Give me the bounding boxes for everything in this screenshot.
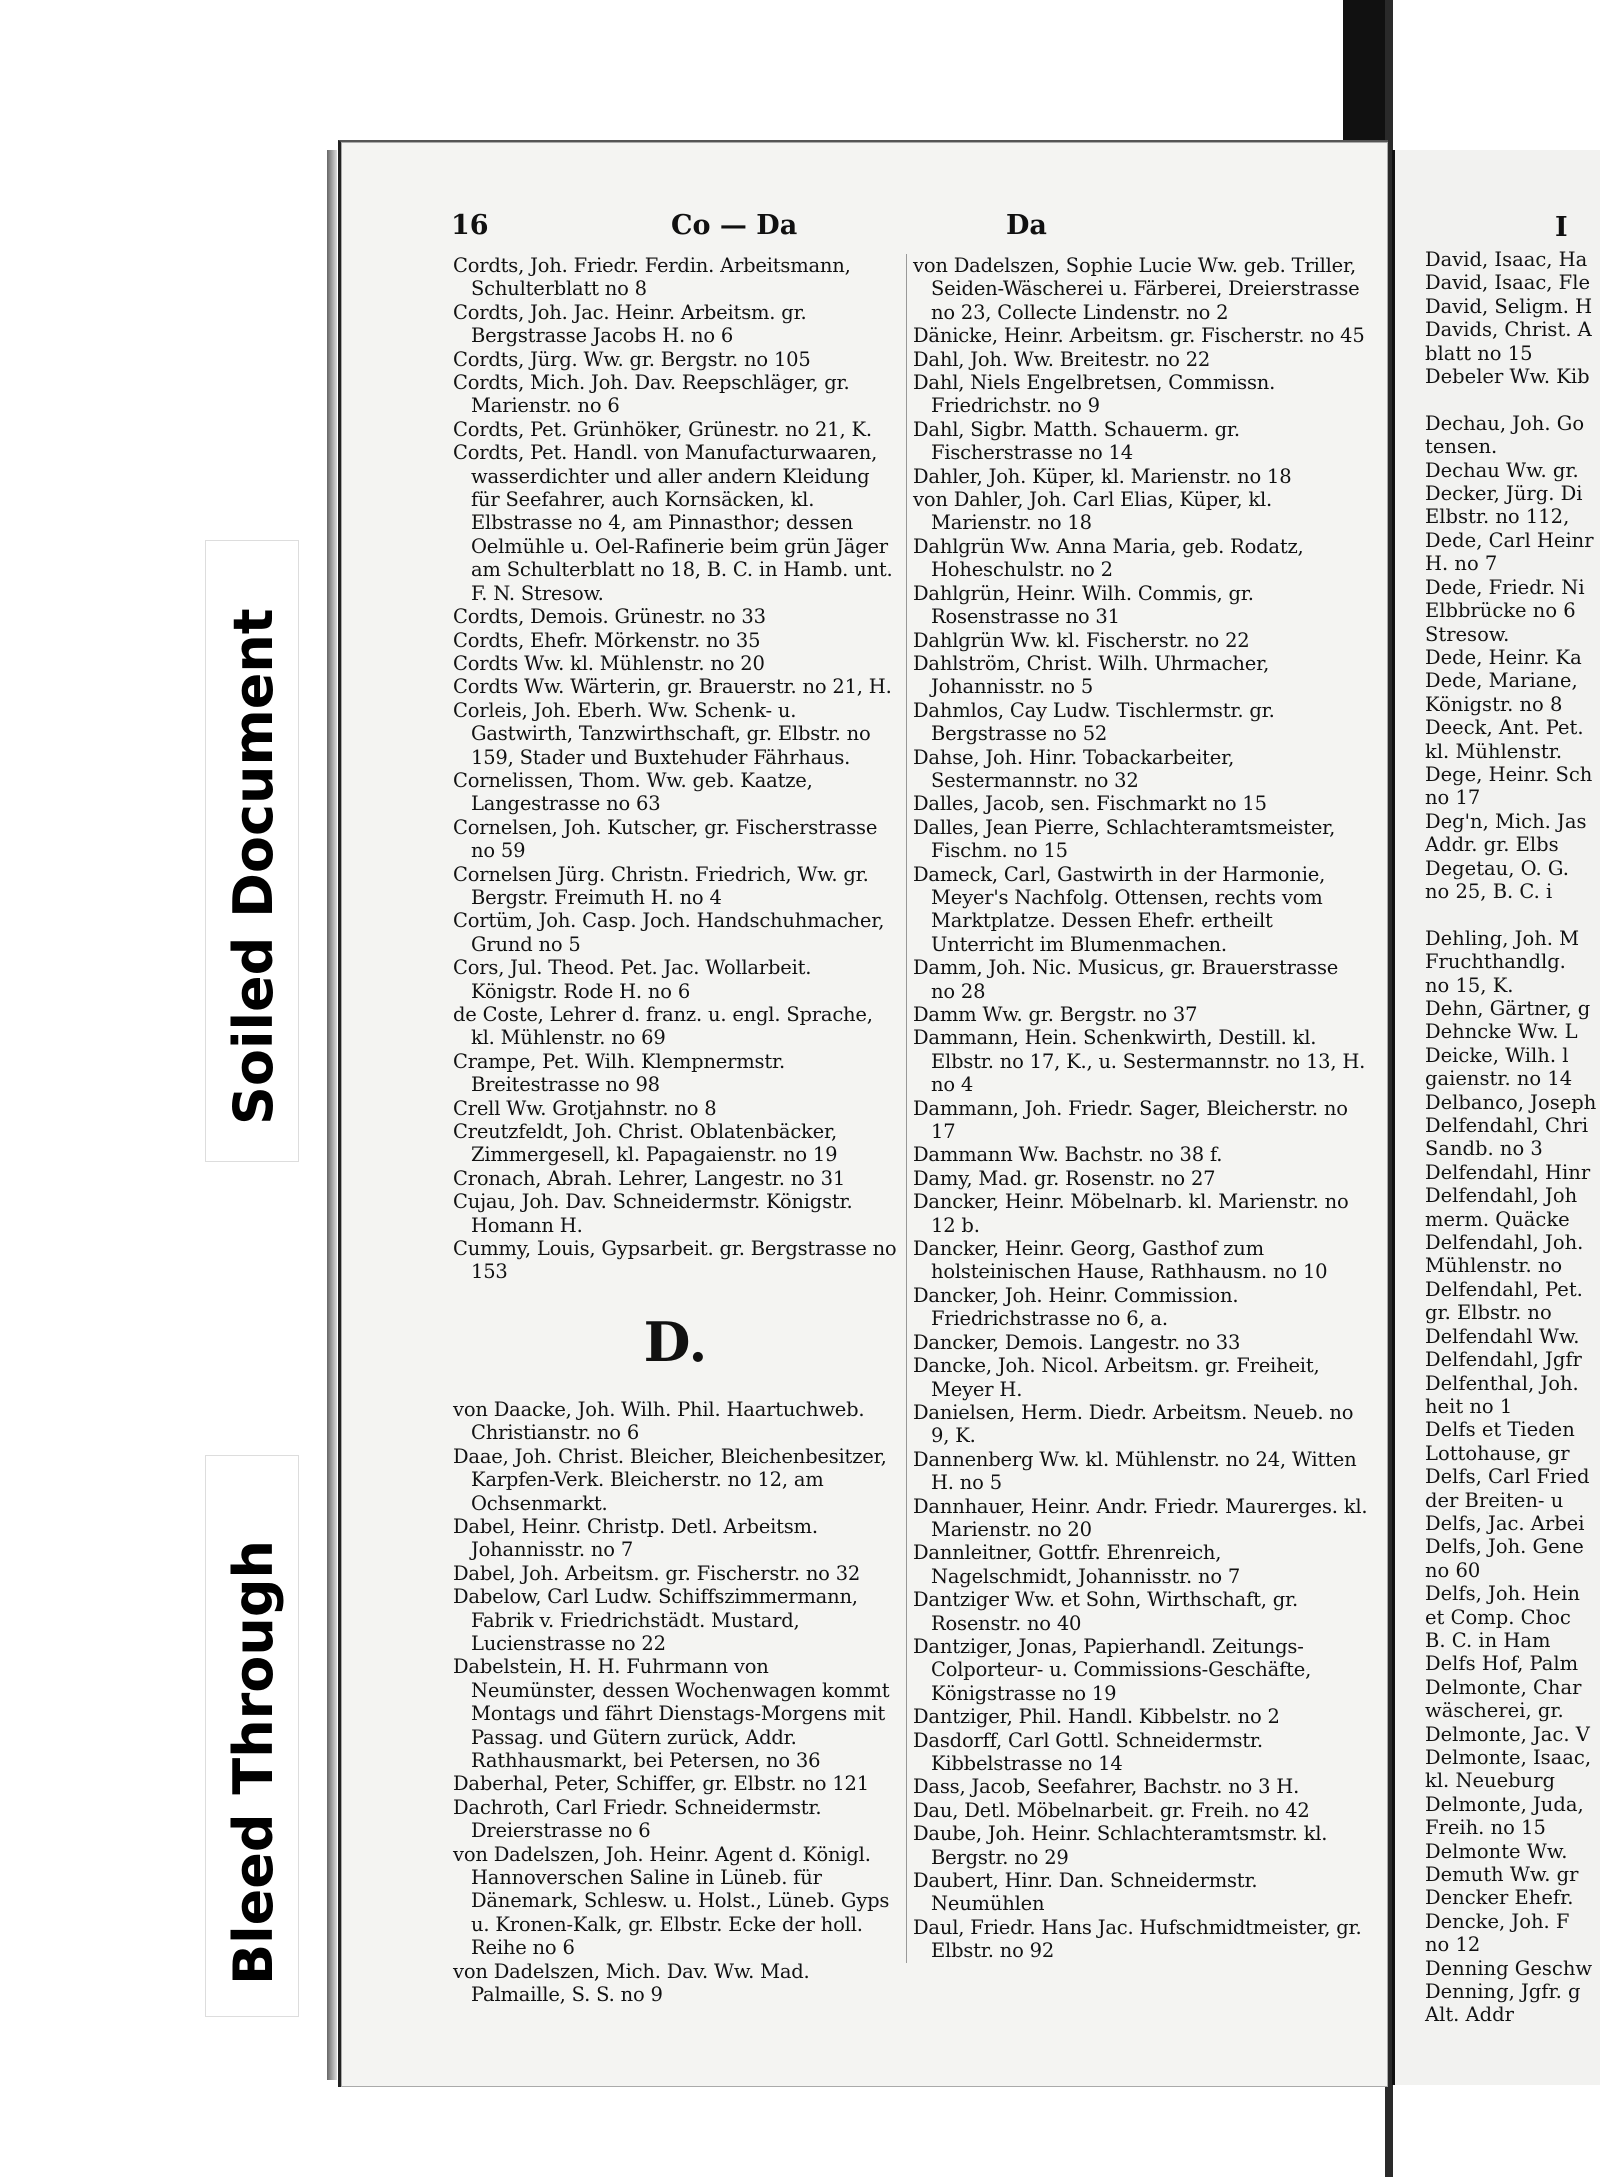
directory-entry: Dahler, Joh. Küper, kl. Marienstr. no 18 [913, 464, 1292, 488]
directory-entry: Dabelow, Carl Ludw. Schiffszimmermann, Fabrik v. Friedrichstädt. Mustard, Lucienstrasse no 22 [453, 1585, 858, 1655]
directory-entry: Dahmlos, Cay Ludw. Tischlermstr. gr. Bergstrasse no 52 [913, 698, 1275, 746]
facing-page-line: no 17 [1425, 786, 1481, 810]
directory-entry: Dahl, Joh. Ww. Breitestr. no 22 [913, 347, 1211, 371]
directory-entry: von Dadelszen, Mich. Dav. Ww. Mad. Palmaille, S. S. no 9 [453, 1959, 810, 2007]
directory-entry: Dachroth, Carl Friedr. Schneidermstr. Dreierstrasse no 6 [453, 1795, 822, 1843]
facing-page-line: Dede, Friedr. Ni [1425, 575, 1585, 599]
directory-entry: Dancker, Heinr. Möbelnarb. kl. Marienstr. no 12 b. [913, 1190, 1349, 1237]
directory-entry: Cornelsen Jürg. Christn. Friedrich, Ww. gr. Bergstr. Freimuth H. no 4 [453, 862, 869, 909]
directory-entry: Dabelstein, H. H. Fuhrmann von Neumünster, dessen Wochenwagen kommt Montags und fährt Dienstags-Morgens mit Passag. und Gütern zurück, Addr. Rathhausmarkt, bei Petersen, no 36 [453, 1655, 890, 1772]
facing-page-line: Denning Geschw [1425, 1956, 1593, 1980]
directory-entry: Dammann, Joh. Friedr. Sager, Bleicherstr. no 17 [913, 1096, 1348, 1144]
directory-entry: Cordts, Ehefr. Mörkenstr. no 35 [453, 628, 761, 652]
facing-page-lines [1425, 248, 1596, 2027]
directory-entry: Dancke, Joh. Nicol. Arbeitsm. gr. Freiheit, Meyer H. [913, 1354, 1320, 1401]
directory-entry: Dänicke, Heinr. Arbeitsm. gr. Fischerstr. no 45 [913, 324, 1365, 348]
facing-page-line: Delfs, Joh. Gene [1425, 1535, 1584, 1559]
facing-page-line: Mühlenstr. no [1425, 1254, 1563, 1278]
directory-entry: Daubert, Hinr. Dan. Schneidermstr. Neumühlen [913, 1869, 1258, 1916]
bleed-through-label: Bleed Through [222, 1540, 285, 1985]
facing-page-line: Addr. gr. Elbs [1425, 833, 1559, 857]
facing-page-line: Dede, Heinr. Ka [1425, 645, 1582, 669]
directory-entry: Dannleitner, Gottfr. Ehrenreich, Nagelschmidt, Johannisstr. no 7 [913, 1541, 1241, 1588]
directory-entry: Crampe, Pet. Wilh. Klempnermstr. Breitestrasse no 98 [453, 1049, 785, 1097]
directory-entry: Cordts Ww. Wärterin, gr. Brauerstr. no 21, H. [453, 675, 892, 699]
facing-page-line: Delbanco, Joseph [1425, 1090, 1597, 1114]
facing-page-line: Delfendahl, Pet. [1425, 1277, 1583, 1301]
section-letter-d: D. [643, 1309, 708, 1374]
facing-page-line: Deeck, Ant. Pet. [1425, 716, 1584, 740]
facing-page-line: Elbbrücke no 6 [1425, 599, 1576, 623]
facing-page-line: Delfendahl, Chri [1425, 1114, 1589, 1138]
facing-page-line: Delfs, Jac. Arbei [1425, 1511, 1585, 1535]
directory-entry: von Daacke, Joh. Wilh. Phil. Haartuchweb. Christianstr. no 6 [453, 1397, 865, 1445]
directory-entry: Dasdorff, Carl Gottl. Schneidermstr. Kibbelstrasse no 14 [913, 1728, 1263, 1775]
facing-page-line: Lottohause, gr [1425, 1441, 1570, 1465]
facing-page-line: no 15, K. [1425, 973, 1514, 997]
facing-page-line: Delfendahl, Hinr [1425, 1160, 1591, 1184]
facing-page-line: Delfs, Carl Fried [1425, 1465, 1590, 1489]
directory-entry: Dahlström, Christ. Wilh. Uhrmacher, Johannisstr. no 5 [913, 651, 1270, 699]
directory-entry: Dantziger, Phil. Handl. Kibbelstr. no 2 [913, 1705, 1280, 1729]
facing-page-line: Dehncke Ww. L [1425, 1020, 1578, 1044]
facing-page-line: kl. Neueburg [1425, 1769, 1555, 1793]
directory-entry: Dancker, Joh. Heinr. Commission. Friedrichstrasse no 6, a. [913, 1283, 1239, 1331]
facing-page-line: Deg'n, Mich. Jas [1425, 809, 1587, 833]
directory-entry: Cornelissen, Thom. Ww. geb. Kaatze, Langestrasse no 63 [453, 768, 813, 816]
page-header [451, 210, 1331, 250]
d-entries [453, 1398, 898, 2007]
facing-page-line [1425, 388, 1596, 411]
d-entries-continued [913, 254, 1368, 1963]
directory-entry: Dau, Detl. Möbelnarbeit. gr. Freih. no 42 [913, 1798, 1310, 1822]
facing-page-line: Dencker Ehefr. [1425, 1886, 1574, 1910]
directory-entry: Dahlgrün, Heinr. Wilh. Commis, gr. Rosenstrasse no 31 [913, 581, 1254, 629]
directory-entry: Cronach, Abrah. Lehrer, Langestr. no 31 [453, 1166, 846, 1190]
facing-page-line: Dege, Heinr. Sch [1425, 762, 1593, 786]
facing-page-line: Dede, Carl Heinr [1425, 528, 1594, 552]
c-entries [453, 254, 898, 1284]
facing-page-line: David, Seligm. H [1425, 294, 1593, 318]
directory-entry: Dancker, Demois. Langestr. no 33 [913, 1330, 1241, 1354]
directory-entry: Cummy, Louis, Gypsarbeit. gr. Bergstrasse no 153 [453, 1237, 897, 1284]
left-running-title: Co — Da [671, 210, 798, 241]
facing-page-line: Delfs et Tieden [1425, 1418, 1575, 1442]
directory-entry: Dahlgrün Ww. kl. Fischerstr. no 22 [913, 628, 1250, 652]
facing-page-line: Delmonte, Isaac, [1425, 1746, 1592, 1769]
facing-page-line: Dechau Ww. gr. [1425, 458, 1579, 482]
facing-page-line: der Breiten- u [1425, 1488, 1564, 1512]
facing-page-line: Decker, Jürg. Di [1425, 482, 1583, 506]
facing-page-line: Delfs, Joh. Hein [1425, 1582, 1580, 1606]
facing-page-line: Delmonte, Jac. V [1425, 1722, 1590, 1746]
page-number: 16 [451, 210, 489, 241]
facing-page-header: I [1555, 212, 1568, 243]
directory-entry: Cordts, Joh. Jac. Heinr. Arbeitsm. gr. Bergstrasse Jacobs H. no 6 [453, 300, 807, 348]
facing-page-line: Demuth Ww. gr [1425, 1863, 1579, 1887]
directory-entry: Dabel, Joh. Arbeitsm. gr. Fischerstr. no 32 [453, 1561, 861, 1585]
facing-page-line [1425, 903, 1596, 926]
directory-entry: Cordts Ww. kl. Mühlenstr. no 20 [453, 651, 765, 675]
directory-entry: Dammann, Hein. Schenkwirth, Destill. kl. Elbstr. no 17, K., u. Sestermannstr. no 13, H. no 4 [913, 1026, 1366, 1097]
directory-entry: Corleis, Joh. Eberh. Ww. Schenk- u. Gastwirth, Tanzwirthschaft, gr. Elbstr. no 159, Stader und Buxtehuder Fährhaus. [453, 698, 871, 769]
facing-page-line: Delfendahl, Jgfr [1425, 1348, 1582, 1372]
directory-entry: Daae, Joh. Christ. Bleicher, Bleichenbesitzer, Karpfen-Verk. Bleicherstr. no 12, am Ochsenmarkt. [453, 1444, 887, 1515]
facing-page-line: Deicke, Wilh. l [1425, 1043, 1569, 1067]
directory-entry: Dabel, Heinr. Christp. Detl. Arbeitsm. Johannisstr. no 7 [453, 1514, 818, 1562]
facing-page-line: Dehn, Gärtner, g [1425, 997, 1591, 1020]
directory-entry: Dancker, Heinr. Georg, Gasthof zum holsteinischen Hause, Rathhausm. no 10 [913, 1237, 1328, 1284]
facing-page-line: blatt no 15 [1425, 341, 1533, 365]
facing-page-line: B. C. in Ham [1425, 1628, 1551, 1652]
facing-page-line: Dede, Mariane, [1425, 669, 1578, 693]
directory-entry: Dahl, Sigbr. Matth. Schauerm. gr. Fischerstrasse no 14 [913, 417, 1240, 465]
directory-entry: Cornelsen, Joh. Kutscher, gr. Fischerstrasse no 59 [453, 815, 878, 863]
directory-entry: Cordts, Pet. Handl. von Manufacturwaaren, wasserdichter und aller andern Kleidung für Seefahrer, auch Kornsäcken, kl. Elbstrasse no 4, am Pinnasthor; dessen Oelmühle u. Oel-Rafinerie beim grün Jäger am Schulterblatt no 18, B. C. in Hamb. unt. F. N. Stresow. [453, 441, 893, 605]
directory-entry: Danielsen, Herm. Diedr. Arbeitsm. Neueb. no 9, K. [913, 1400, 1354, 1448]
facing-page-line: et Comp. Choc [1425, 1605, 1571, 1629]
facing-page-line: Königstr. no 8 [1425, 692, 1563, 716]
directory-entry: Dameck, Carl, Gastwirth in der Harmonie, Meyer's Nachfolg. Ottensen, rechts vom Marktplatze. Dessen Ehefr. ertheilt Unterricht im Blumenmachen. [913, 862, 1326, 956]
directory-page [338, 140, 1388, 2087]
directory-entry: von Dadelszen, Joh. Heinr. Agent d. Königl. Hannoverschen Saline in Lüneb. für Dänemark, Schlesw. u. Holst., Lüneb. Gyps u. Kronen-Kalk, gr. Elbstr. Ecke der holl. Reihe no 6 [453, 1842, 890, 1960]
directory-entry: Dahlgrün Ww. Anna Maria, geb. Rodatz, Hoheschulstr. no 2 [913, 534, 1304, 582]
directory-entry: Damm Ww. gr. Bergstr. no 37 [913, 1003, 1198, 1026]
directory-entry: Dantziger, Jonas, Papierhandl. Zeitungs-Colporteur- u. Commissions-Geschäfte, Königstrasse no 19 [913, 1634, 1312, 1705]
facing-page-line: Delmonte, Char [1425, 1675, 1582, 1699]
facing-page-line: Delfs Hof, Palm [1425, 1652, 1579, 1676]
directory-entry: Cordts, Joh. Friedr. Ferdin. Arbeitsmann, Schulterblatt no 8 [453, 254, 851, 301]
facing-page-line: no 25, B. C. i [1425, 879, 1553, 903]
directory-entry: von Dahler, Joh. Carl Elias, Küper, kl. Marienstr. no 18 [913, 488, 1272, 535]
facing-page-line: Dehling, Joh. M [1425, 926, 1580, 950]
facing-page-line: Freih. no 15 [1425, 1816, 1546, 1840]
facing-page-line: Dechau, Joh. Go [1425, 411, 1585, 435]
facing-page-line: David, Isaac, Ha [1425, 248, 1588, 271]
directory-entry: Daul, Friedr. Hans Jac. Hufschmidtmeister, gr. Elbstr. no 92 [913, 1915, 1362, 1963]
facing-page-line: Davids, Christ. A [1425, 318, 1592, 342]
facing-page-line: Delmonte Ww. [1425, 1839, 1568, 1863]
left-column [453, 254, 898, 2006]
directory-entry: Cujau, Joh. Dav. Schneidermstr. Königstr. Homann H. [453, 1190, 853, 1237]
facing-page-line: no 12 [1425, 1933, 1481, 1957]
facing-page-line: David, Isaac, Fle [1425, 271, 1590, 295]
facing-page-line: Degetau, O. G. [1425, 856, 1569, 880]
facing-page-line: Alt. Addr [1425, 2003, 1514, 2027]
directory-entry: Dass, Jacob, Seefahrer, Bachstr. no 3 H. [913, 1775, 1300, 1799]
directory-entry: Cortüm, Joh. Casp. Joch. Handschuhmacher, Grund no 5 [453, 909, 885, 956]
directory-entry: Dahse, Joh. Hinr. Tobackarbeiter, Sestermannstr. no 32 [913, 745, 1235, 792]
facing-page-line: Dencke, Joh. F [1425, 1909, 1570, 1933]
directory-entry: Dalles, Jean Pierre, Schlachteramtsmeister, Fischm. no 15 [913, 815, 1336, 863]
facing-page-line: Debeler Ww. Kib [1425, 365, 1590, 389]
facing-page-line: tensen. [1425, 435, 1498, 459]
facing-page-line: Delmonte, Juda, [1425, 1792, 1584, 1816]
facing-page-line: Sandb. no 3 [1425, 1137, 1543, 1161]
directory-entry: Creutzfeldt, Joh. Christ. Oblatenbäcker, Zimmergesell, kl. Papagaienstr. no 19 [453, 1120, 838, 1167]
directory-entry: Cordts, Jürg. Ww. gr. Bergstr. no 105 [453, 347, 811, 371]
facing-page-line: wäscherei, gr. [1425, 1699, 1564, 1723]
facing-page-line: Delfendahl Ww. [1425, 1324, 1580, 1348]
facing-page-line: heit no 1 [1425, 1394, 1513, 1418]
directory-entry: Dammann Ww. Bachstr. no 38 f. [913, 1143, 1223, 1167]
facing-page-line: Delfendahl, Joh. [1425, 1231, 1584, 1255]
directory-entry: Daberhal, Peter, Schiffer, gr. Elbstr. no 121 [453, 1772, 869, 1796]
soiled-document-label: Soiled Document [222, 608, 285, 1125]
directory-entry: Crell Ww. Grotjahnstr. no 8 [453, 1096, 717, 1120]
facing-page-line: Fruchthandlg. [1425, 950, 1566, 974]
directory-entry: von Dadelszen, Sophie Lucie Ww. geb. Triller, Seiden-Wäscherei u. Färberei, Dreierstrasse no 23, Collecte Lindenstr. no 2 [913, 254, 1360, 324]
facing-page-line: kl. Mühlenstr. [1425, 739, 1563, 763]
directory-entry: Cordts, Pet. Grünhöker, Grünestr. no 21, K. [453, 417, 872, 441]
book-spine-shadow [1343, 0, 1385, 150]
directory-entry: Cordts, Mich. Joh. Dav. Reepschläger, gr. Marienstr. no 6 [453, 371, 850, 418]
facing-page-line: merm. Quäcke [1425, 1207, 1570, 1231]
directory-entry: Damm, Joh. Nic. Musicus, gr. Brauerstrasse no 28 [913, 956, 1339, 1003]
right-running-title: Da [1006, 210, 1047, 241]
directory-entry: Cors, Jul. Theod. Pet. Jac. Wollarbeit. Königstr. Rode H. no 6 [453, 956, 812, 1003]
facing-page-line: H. no 7 [1425, 552, 1498, 576]
facing-page-line: Denning, Jgfr. g [1425, 1980, 1581, 2004]
right-column [906, 254, 1368, 1963]
directory-entry: Dantziger Ww. et Sohn, Wirthschaft, gr. Rosenstr. no 40 [913, 1588, 1298, 1635]
directory-entry: Damy, Mad. gr. Rosenstr. no 27 [913, 1166, 1216, 1190]
facing-page-line: Delfenthal, Joh. [1425, 1371, 1579, 1395]
facing-page-line: Stresow. [1425, 622, 1510, 646]
directory-entry: de Coste, Lehrer d. franz. u. engl. Sprache, kl. Mühlenstr. no 69 [453, 1003, 873, 1050]
directory-entry: Cordts, Demois. Grünestr. no 33 [453, 605, 766, 629]
facing-page-line: gaienstr. no 14 [1425, 1067, 1573, 1091]
directory-entry: Dannenberg Ww. kl. Mühlenstr. no 24, Witten H. no 5 [913, 1447, 1357, 1495]
directory-entry: Daube, Joh. Heinr. Schlachteramtsmstr. kl. Bergstr. no 29 [913, 1822, 1328, 1869]
directory-entry: Dannhauer, Heinr. Andr. Friedr. Maurerges. kl. Marienstr. no 20 [913, 1494, 1368, 1541]
facing-page-fragment [1392, 150, 1600, 2085]
facing-page-line: gr. Elbstr. no [1425, 1301, 1552, 1325]
directory-entry: Dahl, Niels Engelbretsen, Commissn. Friedrichstr. no 9 [913, 371, 1276, 418]
directory-entry: Dalles, Jacob, sen. Fischmarkt no 15 [913, 792, 1267, 816]
facing-page-line: Elbstr. no 112, [1425, 505, 1570, 529]
facing-page-line: no 60 [1425, 1558, 1481, 1582]
facing-page-line: Delfendahl, Joh [1425, 1184, 1578, 1208]
